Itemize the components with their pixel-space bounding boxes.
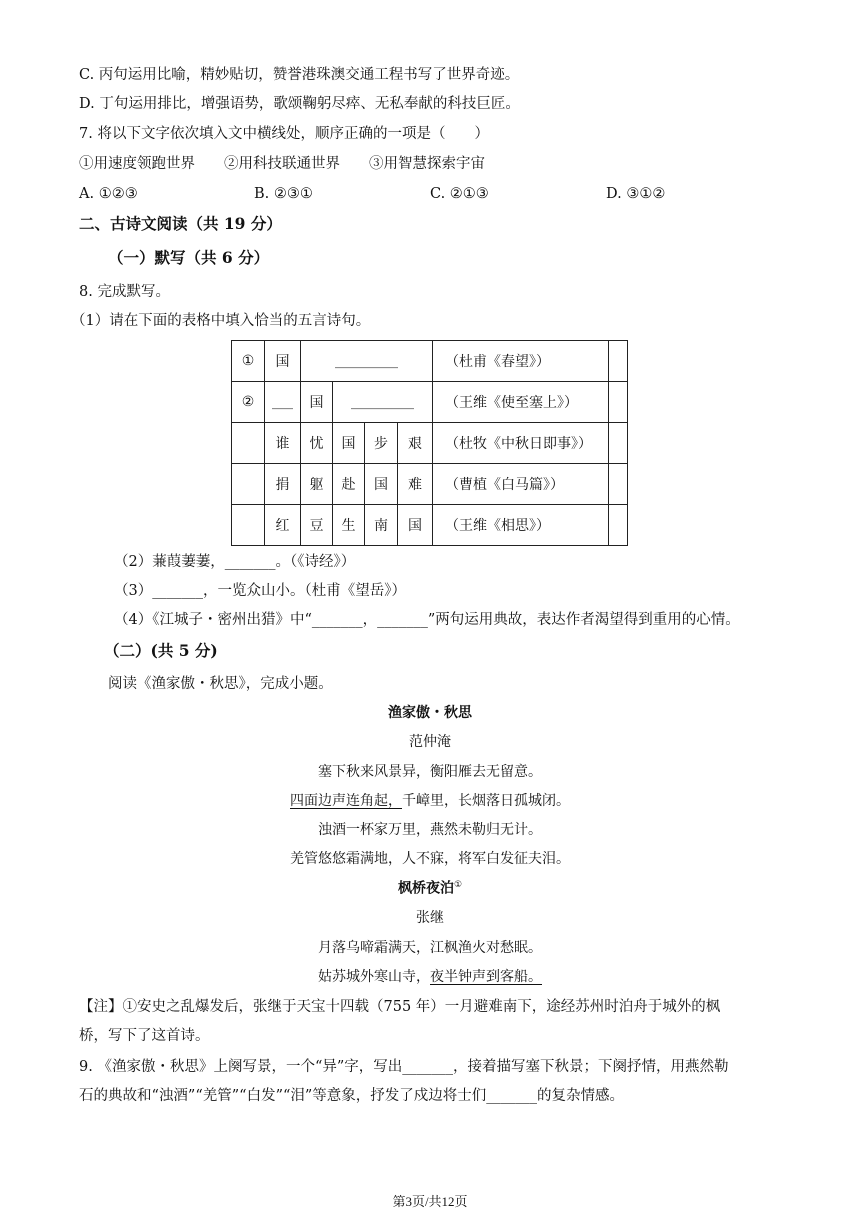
empty-cell xyxy=(609,464,628,505)
table-cell: 红 xyxy=(265,505,301,546)
row-number: ① xyxy=(232,341,265,382)
table-cell: 国 xyxy=(365,464,398,505)
dictation-table xyxy=(231,340,628,546)
answer-blank[interactable]: ___ xyxy=(265,382,301,423)
question-9-line-2: 石的典故和“浊酒”“羌管”“白发”“泪”等意象，抒发了戍边将士们_______的复杂情感。 xyxy=(79,1088,625,1104)
poem-source: （曹植《白马篇》） xyxy=(433,464,609,505)
answer-blank[interactable]: _________ xyxy=(301,341,433,382)
question-8-part-1: （1）请在下面的表格中填入恰当的五言诗句。 xyxy=(71,313,371,329)
poem-1-line-3: 浊酒一杯家万里，燕然未勒归无计。 xyxy=(318,822,542,838)
table-cell: 捐 xyxy=(265,464,301,505)
empty-cell xyxy=(609,505,628,546)
q7-option-a: A. ①②③ xyxy=(79,186,138,202)
q7-option-c: C. ②①③ xyxy=(430,186,489,202)
table-cell: 躯 xyxy=(301,464,333,505)
question-7-stem: 7. 将以下文字依次填入文中横线处，顺序正确的一项是（ ） xyxy=(79,126,489,142)
table-cell: 谁 xyxy=(265,423,301,464)
table-row xyxy=(232,341,628,382)
empty-cell xyxy=(232,423,265,464)
q7-option-d: D. ③①② xyxy=(606,186,666,202)
table-cell: 忧 xyxy=(301,423,333,464)
empty-cell xyxy=(232,505,265,546)
poem-text: 姑苏城外寒山寺， xyxy=(318,969,430,985)
empty-cell xyxy=(232,464,265,505)
question-9-line-1: 9. 《渔家傲・秋思》上阕写景，一个“异”字，写出_______，接着描写塞下秋景；下阕抒情，用燕然勒 xyxy=(79,1059,729,1075)
table-cell: 难 xyxy=(398,464,433,505)
poem-2-author: 张继 xyxy=(416,910,444,926)
poem-source: （王维《使至塞上》） xyxy=(433,382,609,423)
question-8-part-4: （4）《江城子・密州出猎》中“_______，_______”两句运用典故，表达作者渴望得到重用的心情。 xyxy=(114,612,740,628)
page-footer: 第3页/共12页 xyxy=(392,1194,468,1209)
poem-1-author: 范仲淹 xyxy=(409,734,451,750)
table-cell: 赴 xyxy=(333,464,365,505)
subsection-1-title: （一）默写（共 6 分） xyxy=(108,248,270,267)
question-8-part-2: （2）蒹葭萋萋，_______。（《诗经》） xyxy=(114,554,356,570)
q7-option-b: B. ②③① xyxy=(254,186,313,202)
poem-source: （王维《相思》） xyxy=(433,505,609,546)
poem-1-line-2 xyxy=(0,794,860,808)
option-c: C. 丙句运用比喻，精妙贴切，赞誉港珠澳交通工程书写了世界奇迹。 xyxy=(79,67,520,83)
poem-1-line-1: 塞下秋来风景异，衡阳雁去无留意。 xyxy=(318,764,542,780)
table-cell: 步 xyxy=(365,423,398,464)
table-row xyxy=(232,464,628,505)
question-8-part-3: （3）_______，一览众山小。（杜甫《望岳》） xyxy=(114,583,406,599)
table-cell: 国 xyxy=(333,423,365,464)
subsection-2-title: （二）(共 5 分) xyxy=(104,641,218,660)
empty-cell xyxy=(609,341,628,382)
poem-2-title xyxy=(0,881,860,896)
table-cell: 艰 xyxy=(398,423,433,464)
poem-1-title: 渔家傲・秋思 xyxy=(388,705,472,721)
empty-cell xyxy=(609,382,628,423)
poem-2-title-text: 枫桥夜泊 xyxy=(397,880,454,897)
row-number: ② xyxy=(232,382,265,423)
table-row xyxy=(232,505,628,546)
reading-instruction: 阅读《渔家傲・秋思》，完成小题。 xyxy=(108,676,333,692)
table-row xyxy=(232,423,628,464)
option-d: D. 丁句运用排比，增强语势，歌颂鞠躬尽瘁、无私奉献的科技巨匠。 xyxy=(79,96,520,112)
poem-source: （杜牧《中秋日即事》） xyxy=(433,423,609,464)
poem-1-line-4: 羌管悠悠霜满地，人不寐，将军白发征夫泪。 xyxy=(290,851,570,867)
table-cell: 国 xyxy=(301,382,333,423)
footnote-line-1: 【注】①安史之乱爆发后，张继于天宝十四载（755 年）一月避难南下，途经苏州时泊舟于城外的枫 xyxy=(79,999,721,1015)
section-2-title: 二、古诗文阅读（共 19 分） xyxy=(79,214,282,233)
answer-blank[interactable]: _________ xyxy=(333,382,433,423)
table-cell: 生 xyxy=(333,505,365,546)
poem-2-line-1: 月落乌啼霜满天，江枫渔火对愁眠。 xyxy=(318,940,542,956)
table-cell: 国 xyxy=(398,505,433,546)
empty-cell xyxy=(609,423,628,464)
question-8-stem: 8. 完成默写。 xyxy=(79,284,170,300)
table-cell: 国 xyxy=(265,341,301,382)
table-cell: 豆 xyxy=(301,505,333,546)
table-cell: 南 xyxy=(365,505,398,546)
footnote-marker: ① xyxy=(453,880,463,890)
poem-source: （杜甫《春望》） xyxy=(433,341,609,382)
footnote-line-2: 桥，写下了这首诗。 xyxy=(79,1028,210,1044)
underlined-line: 夜半钟声到客船。 xyxy=(430,969,542,985)
poem-text: 千嶂里，长烟落日孤城闭。 xyxy=(402,793,570,809)
table-row xyxy=(232,382,628,423)
question-7-phrases: ①用速度领跑世界 ②用科技联通世界 ③用智慧探索宇宙 xyxy=(79,156,485,172)
poem-2-line-2 xyxy=(0,970,860,984)
underlined-line: 四面边声连角起， xyxy=(290,793,402,809)
